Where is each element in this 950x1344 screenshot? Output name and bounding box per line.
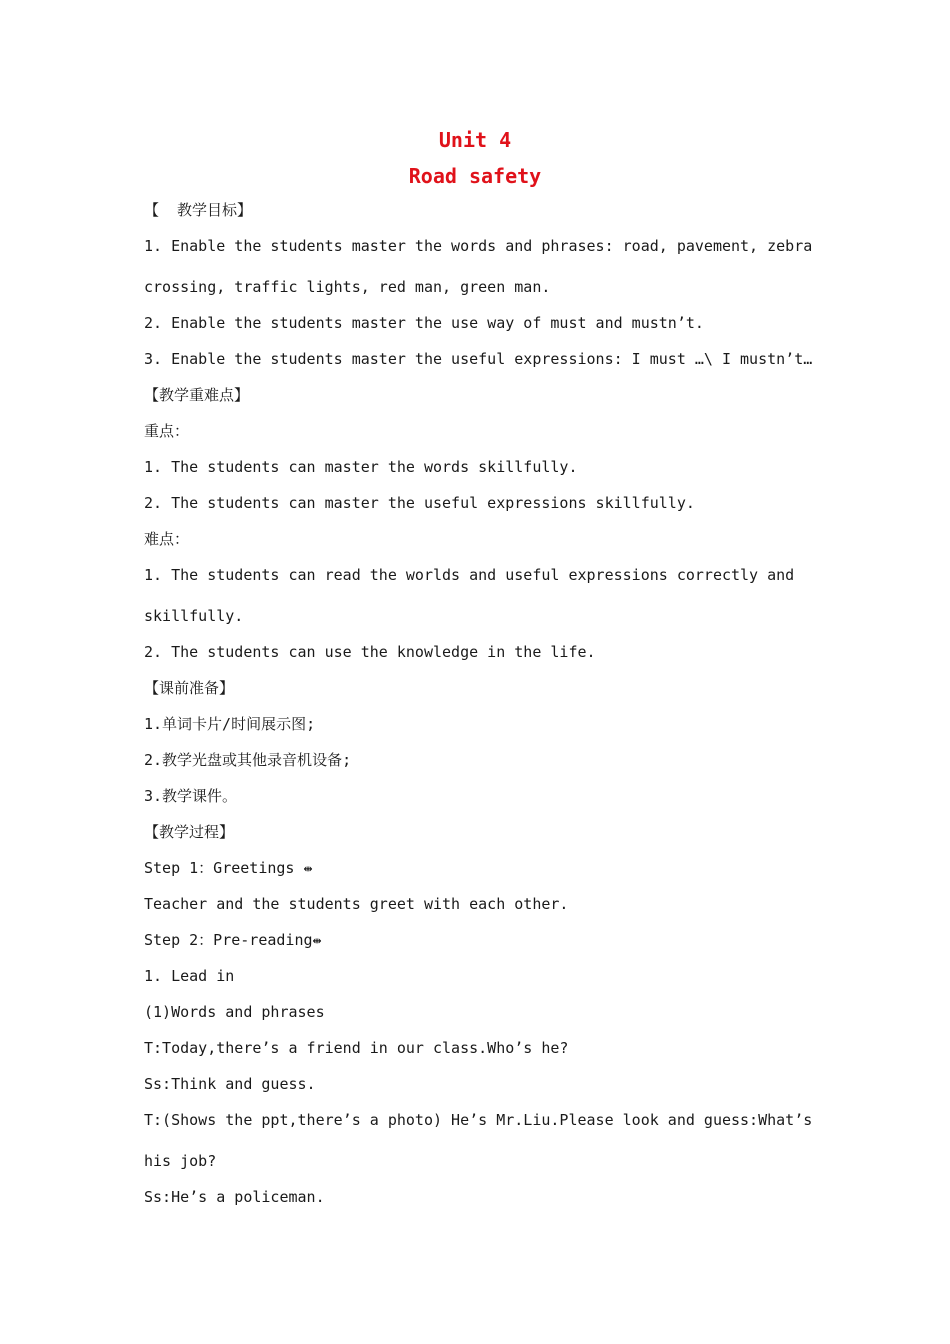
section-heading-key-points: 【教学重难点】 (144, 386, 250, 404)
text-line: T:(Shows the ppt,there’s a photo) He’s Mr.Liu.Please look and guess:What’s (144, 1111, 813, 1129)
text-line: skillfully. (144, 607, 244, 625)
text-line: 1. Lead in (144, 967, 235, 985)
text-line: (1)Words and phrases (144, 1003, 325, 1021)
doc-subtitle: Road safety (408, 164, 542, 188)
text-line: crossing, traffic lights, red man, green man. (144, 278, 551, 296)
text-line: Step 1：Greetings ⇹ (144, 859, 313, 877)
subheading-key: 重点： (144, 422, 190, 440)
text-line: 2. The students can master the useful expressions skillfully. (144, 494, 695, 512)
subheading-difficult: 难点： (144, 530, 190, 548)
text-line: 2.教学光盘或其他录音机设备; (144, 751, 352, 769)
text-line: T:Today,there’s a friend in our class.Who’s he? (144, 1039, 569, 1057)
text-line: 3. Enable the students master the useful expressions: I must …\ I mustn’t… (144, 350, 813, 368)
text-line: 1. The students can read the worlds and useful expressions correctly and (144, 566, 795, 584)
text-line: 1.单词卡片/时间展示图; (144, 715, 316, 733)
text-line: Step 2：Pre-reading⇹ (144, 931, 322, 949)
text-line: his job? (144, 1152, 217, 1170)
section-heading-process: 【教学过程】 (144, 823, 235, 841)
document-page (144, 122, 813, 1207)
text-line: 3.教学课件。 (144, 787, 238, 805)
doc-title: Unit 4 (438, 128, 512, 152)
text-line: Teacher and the students greet with each other. (144, 895, 569, 913)
text-line: 1. Enable the students master the words and phrases: road, pavement, zebra (144, 237, 813, 255)
section-heading-preparation: 【课前准备】 (144, 679, 235, 697)
text-line: 1. The students can master the words skillfully. (144, 458, 578, 476)
text-line: 2. The students can use the knowledge in the life. (144, 643, 596, 661)
text-line: 2. Enable the students master the use way of must and mustn’t. (144, 314, 704, 332)
text-line: Ss:He’s a policeman. (144, 1188, 325, 1206)
section-heading-objectives: 【 教学目标】 (144, 201, 253, 219)
text-line: Ss:Think and guess. (144, 1075, 316, 1093)
